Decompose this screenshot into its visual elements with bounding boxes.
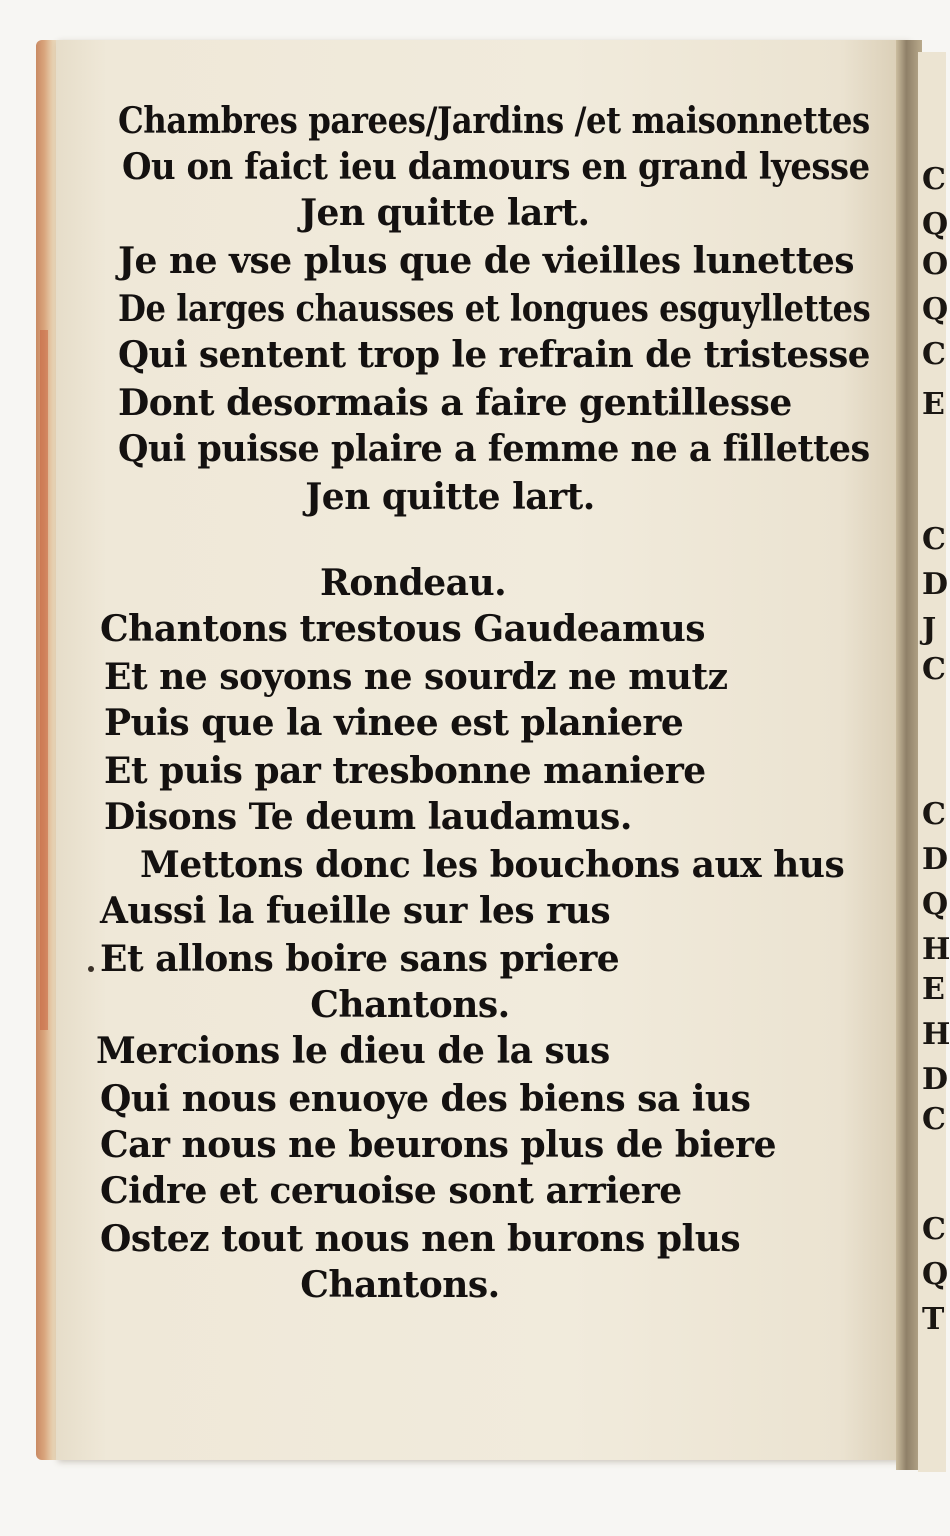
rondeau-line: Et allons boire sans priere (100, 938, 620, 980)
verse-line: Je ne vse plus que de vieilles lunettes (118, 240, 855, 282)
rondeau-line: Qui nous enuoye des biens sa ius (100, 1078, 751, 1120)
rondeau-refrain: Chantons. (310, 984, 510, 1026)
facing-fragment: C (922, 797, 946, 832)
facing-fragment: T (922, 1302, 945, 1337)
facing-fragment: C (922, 652, 946, 687)
rondeau-line: Ostez tout nous nen burons plus (100, 1218, 741, 1260)
facing-fragment: D (922, 567, 949, 602)
facing-fragment: D (922, 1062, 949, 1097)
rondeau-line: Et ne soyons ne sourdz ne mutz (104, 656, 728, 698)
facing-fragment: C (922, 1102, 946, 1137)
rondeau-line: Puis que la vinee est planiere (104, 702, 684, 744)
rondeau-line: Mettons donc les bouchons aux hus (140, 844, 845, 886)
facing-fragment: C (922, 1212, 946, 1247)
rondeau-refrain: Chantons. (300, 1264, 500, 1306)
facing-fragment: Q (922, 292, 949, 327)
facing-fragment: H (922, 1017, 950, 1052)
facing-fragment: Q (922, 887, 949, 922)
verse-line: Dont desormais a faire gentillesse (118, 382, 792, 424)
facing-fragment: E (922, 387, 945, 422)
verse-refrain: Jen quitte lart. (305, 476, 595, 518)
facing-fragment: Q (922, 1257, 949, 1292)
facing-fragment: C (922, 337, 946, 372)
rondeau-line: Chantons trestous Gaudeamus (100, 608, 706, 650)
facing-fragment: C (922, 522, 946, 557)
rondeau-line: Disons Te deum laudamus. (104, 796, 632, 838)
rondeau-line: Aussi la fueille sur les rus (100, 890, 611, 932)
facing-fragment: D (922, 842, 949, 877)
verse-line: Ou on faict ieu damours en grand lyesse (122, 146, 870, 188)
facing-fragment: E (922, 972, 945, 1007)
rondeau-line: Et puis par tresbonne maniere (104, 750, 706, 792)
verse-line: Chambres parees/Jardins /et maisonnettes (118, 100, 870, 142)
facing-fragment: H (922, 932, 950, 967)
facing-fragment: O (922, 247, 949, 282)
facing-fragment: C (922, 162, 946, 197)
verse-line: De larges chausses et longues esguyllettes (118, 288, 871, 330)
facing-fragment: J (922, 612, 937, 647)
rondeau-line: Cidre et ceruoise sont arriere (100, 1170, 682, 1212)
verse-line: Qui puisse plaire a femme ne a fillettes (118, 428, 870, 470)
verse-line: Qui sentent trop le refrain de tristesse (118, 334, 870, 376)
facing-fragment: Q (922, 207, 949, 242)
rondeau-line: Mercions le dieu de la sus (96, 1030, 610, 1072)
rondeau-line: Car nous ne beurons plus de biere (100, 1124, 777, 1166)
rondeau-title: Rondeau. (320, 562, 507, 604)
verse-refrain: Jen quitte lart. (300, 192, 590, 234)
